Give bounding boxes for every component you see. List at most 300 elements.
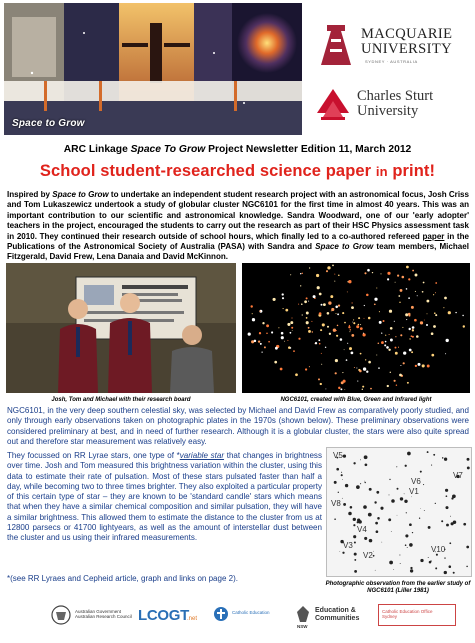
plate-star xyxy=(435,503,436,504)
plate-star xyxy=(420,559,423,562)
csu-line1: Charles Sturt xyxy=(357,88,434,104)
plate-star xyxy=(360,459,361,460)
cluster-star xyxy=(340,338,343,341)
plate-star xyxy=(391,531,392,532)
plate-star xyxy=(466,566,468,568)
cluster-star xyxy=(384,344,386,346)
cluster-star xyxy=(351,352,354,355)
cluster-star xyxy=(374,298,377,301)
intro-italic-1: Space to Grow xyxy=(52,190,109,199)
cluster-star xyxy=(381,341,384,344)
cluster-star xyxy=(362,333,365,336)
plate-star xyxy=(353,524,355,526)
cluster-star xyxy=(308,301,309,302)
cluster-star xyxy=(295,373,298,376)
plate-star xyxy=(336,468,339,471)
ceo-line1: Catholic Education Office xyxy=(382,609,433,614)
cluster-star xyxy=(381,332,382,333)
cluster-star xyxy=(300,273,301,274)
header xyxy=(4,3,471,135)
macquarie-subtext: SYDNEY · AUSTRALIA xyxy=(365,59,418,64)
nsw-education-logo xyxy=(294,602,370,630)
cluster-star xyxy=(266,324,269,327)
cluster-star xyxy=(334,281,335,282)
plate-star xyxy=(353,462,355,464)
cluster-star xyxy=(357,381,358,382)
cluster-star xyxy=(274,361,277,364)
cluster-star xyxy=(435,282,437,284)
plate-star xyxy=(427,451,429,453)
headline-tail: print! xyxy=(387,162,436,180)
plate-star xyxy=(377,517,380,520)
cluster-star xyxy=(329,333,331,335)
cluster-star xyxy=(356,325,359,328)
cluster-star xyxy=(338,275,340,277)
cluster-star xyxy=(337,313,339,315)
cross-icon xyxy=(213,606,229,622)
plate-star xyxy=(376,530,379,533)
intro-italic-2: Space to Grow xyxy=(315,242,374,252)
cluster-star xyxy=(376,355,377,356)
cluster-star xyxy=(290,332,292,334)
rr-lyrae-paragraph xyxy=(7,451,322,544)
cluster-star xyxy=(313,295,316,298)
plate-star xyxy=(374,501,376,503)
footnote: *(see RR Lyraes and Cepheid article, graph and links on page 2). xyxy=(7,574,238,583)
cluster-star xyxy=(261,351,262,352)
plate-star xyxy=(389,561,393,565)
cluster-star xyxy=(306,317,308,319)
cluster-star xyxy=(336,335,338,337)
cluster-star xyxy=(335,313,336,314)
nsw-line2: Communities xyxy=(315,615,360,622)
cluster-star xyxy=(382,320,384,322)
intro-text-3: in the Publications of the Astronomical Society of Australia (PASA) with Sandra and xyxy=(7,231,469,252)
plate-star xyxy=(400,563,401,564)
para3-text-1: They focussed on RR Lyrae stars, one type of * xyxy=(7,451,180,460)
students-photo-illustration xyxy=(6,263,236,393)
cluster-star xyxy=(300,285,301,286)
plate-star xyxy=(368,513,372,517)
cluster-star xyxy=(319,312,322,315)
cluster-star xyxy=(352,302,353,303)
cluster-star xyxy=(348,280,351,283)
cluster-star xyxy=(395,282,396,283)
cluster-star xyxy=(335,306,338,309)
cluster-star xyxy=(262,322,264,324)
plate-star xyxy=(345,484,348,487)
plate-star xyxy=(467,466,470,469)
cluster-star xyxy=(417,295,418,296)
cluster-star xyxy=(311,321,312,322)
cluster-star xyxy=(420,321,423,324)
plate-star xyxy=(350,506,353,509)
cluster-star xyxy=(417,363,420,366)
lcogt-text: LCOGT xyxy=(138,607,189,624)
cluster-star xyxy=(318,339,320,341)
plate-star xyxy=(369,488,372,491)
plate-star xyxy=(364,481,365,482)
macquarie-logo-text xyxy=(361,27,452,57)
cluster-star xyxy=(378,343,380,345)
cluster-star xyxy=(386,346,389,349)
cluster-star xyxy=(367,269,370,272)
coat-of-arms-icon xyxy=(50,604,72,626)
cluster-star xyxy=(411,351,413,353)
cluster-star xyxy=(317,286,320,289)
cluster-star xyxy=(434,312,436,314)
cluster-star xyxy=(322,323,325,326)
plate-star xyxy=(389,494,390,495)
cluster-star xyxy=(364,272,366,274)
cluster-star xyxy=(349,347,352,350)
waratah-icon xyxy=(294,604,312,624)
cluster-star xyxy=(394,380,396,382)
plate-star xyxy=(348,512,352,516)
csu-line2: University xyxy=(357,103,419,119)
cluster-star xyxy=(292,330,293,331)
plate-star xyxy=(404,493,405,494)
plate-star xyxy=(341,472,342,473)
cluster-star xyxy=(362,386,364,388)
cluster-star xyxy=(406,288,408,290)
variable-star-link[interactable]: variable star xyxy=(179,451,225,460)
cluster-star xyxy=(335,372,337,374)
ngc6101-paragraph: NGC6101, in the very deep southern celestial sky, was selected by Michael and David Frew as comparatively poorly studied, and only through early observations taken on photographic plates in the 1970s (shown below). These preliminary observations were considered preliminary at best, and in need of further research. Although it is a globular cluster, the stars were also quite spread out and therefore star measurement was relatively easy. xyxy=(7,406,469,447)
plate-star xyxy=(431,465,432,466)
intro-paragraph xyxy=(7,190,469,263)
cluster-star xyxy=(291,327,293,329)
cluster-star xyxy=(342,312,344,314)
cluster-star xyxy=(462,315,463,316)
catholic-education-logo xyxy=(213,602,275,630)
cluster-star xyxy=(415,365,417,367)
cluster-star xyxy=(333,329,336,332)
photographic-plate-chart xyxy=(326,447,472,577)
cluster-star xyxy=(395,352,398,355)
plate-star xyxy=(405,544,407,546)
cluster-star xyxy=(423,282,425,284)
plate-star xyxy=(405,534,408,537)
plate-star xyxy=(466,546,469,549)
plate-star xyxy=(343,454,346,457)
plate-star xyxy=(446,524,449,527)
plate-star xyxy=(407,452,411,456)
paper-link[interactable]: paper xyxy=(422,231,445,241)
chart-label-v3: V3 xyxy=(343,541,353,550)
cluster-star xyxy=(397,275,399,277)
cluster-star xyxy=(360,353,362,355)
cluster-star xyxy=(282,293,284,295)
cluster-star xyxy=(248,333,251,336)
cluster-star xyxy=(409,328,411,330)
macquarie-lighthouse-icon xyxy=(311,21,361,71)
cluster-star xyxy=(252,318,255,321)
cluster-star xyxy=(319,293,322,296)
cluster-star xyxy=(435,292,436,293)
cluster-star xyxy=(426,300,429,303)
intro-text-1: Inspired by xyxy=(7,190,53,199)
cluster-star xyxy=(273,298,276,301)
cluster-star xyxy=(332,265,334,267)
ngc6101-cluster-photo xyxy=(242,263,470,393)
plate-star xyxy=(411,496,412,497)
cluster-star xyxy=(427,365,430,368)
plate-star xyxy=(404,500,407,503)
cluster-star xyxy=(408,297,410,299)
catholic-education-office-logo xyxy=(378,602,458,630)
cluster-star xyxy=(358,317,360,319)
cluster-star xyxy=(351,334,354,337)
plate-star xyxy=(396,466,397,467)
cluster-star xyxy=(426,324,428,326)
cluster-star xyxy=(390,327,393,330)
chart-label-v7: V7 xyxy=(453,471,463,480)
plate-star xyxy=(445,506,448,509)
plate-star xyxy=(388,518,391,521)
cluster-star xyxy=(341,381,344,384)
cluster-star xyxy=(366,294,369,297)
plate-star xyxy=(433,454,435,456)
plate-star xyxy=(341,474,343,476)
plate-star xyxy=(339,551,340,552)
cluster-star xyxy=(360,324,361,325)
cluster-star xyxy=(293,350,295,352)
lcogt-suffix: .net xyxy=(187,616,198,622)
plate-star xyxy=(424,510,425,511)
cluster-star xyxy=(360,327,363,330)
lcogt-logo xyxy=(138,602,206,630)
cluster-star xyxy=(364,305,365,306)
cluster-star xyxy=(330,295,333,298)
cluster-star xyxy=(389,334,390,335)
plate-star xyxy=(376,491,379,494)
cluster-star xyxy=(385,335,386,336)
cluster-star xyxy=(327,266,330,269)
cluster-star xyxy=(415,274,418,277)
cluster-star xyxy=(305,368,307,370)
chart-label-v10: V10 xyxy=(431,545,446,554)
cluster-star xyxy=(347,291,348,292)
cluster-photo-caption: NGC6101, created with Blue, Green and Infrared light xyxy=(280,397,432,403)
cluster-star xyxy=(374,303,376,305)
chart-label-v2: V2 xyxy=(363,551,373,560)
cluster-star xyxy=(433,325,436,328)
plate-star xyxy=(444,458,447,461)
cluster-star xyxy=(337,325,339,327)
cluster-star xyxy=(433,294,434,295)
footer-sponsor-logos xyxy=(0,596,475,643)
cluster-star xyxy=(387,272,390,275)
plate-star xyxy=(420,508,421,509)
plate-star xyxy=(405,465,407,467)
cluster-star xyxy=(334,274,335,275)
cluster-star xyxy=(403,362,405,364)
cluster-star xyxy=(344,349,345,350)
plate-star xyxy=(435,567,437,569)
plate-star xyxy=(353,518,356,521)
cluster-star xyxy=(379,311,380,312)
cluster-star xyxy=(321,353,322,354)
plate-star xyxy=(375,570,376,571)
cluster-star xyxy=(427,313,428,314)
gov-line1: Australian Government xyxy=(75,609,122,614)
cluster-star xyxy=(387,278,389,280)
chart-label-v5: V5 xyxy=(333,451,343,460)
cluster-star xyxy=(331,310,332,311)
cluster-star xyxy=(347,343,348,344)
cluster-star xyxy=(455,312,456,313)
cluster-star xyxy=(366,371,368,373)
plate-star xyxy=(453,572,455,574)
cluster-star xyxy=(304,300,307,303)
cluster-star xyxy=(368,317,371,320)
cluster-star xyxy=(380,273,381,274)
cluster-star xyxy=(328,301,331,304)
cluster-star xyxy=(398,347,399,348)
plate-star xyxy=(393,569,394,570)
cluster-star xyxy=(408,278,410,280)
newsletter-edition-line xyxy=(0,144,475,155)
banner-collage xyxy=(4,3,302,135)
cluster-star xyxy=(422,364,425,367)
plate-star xyxy=(334,518,336,520)
photographic-plate-stars xyxy=(327,448,472,577)
cluster-star xyxy=(309,267,310,268)
plate-star xyxy=(354,559,356,561)
headline-main: School student-researched science paper xyxy=(39,162,376,180)
plate-star xyxy=(342,552,344,554)
cluster-star xyxy=(431,332,434,335)
cluster-star xyxy=(340,388,342,390)
plate-star xyxy=(375,522,378,525)
csu-logo-icon xyxy=(313,83,353,123)
plate-star xyxy=(419,518,420,519)
cluster-star xyxy=(335,359,338,362)
cluster-star xyxy=(281,332,284,335)
cluster-star xyxy=(287,323,290,326)
cluster-star xyxy=(444,297,447,300)
cluster-star xyxy=(356,368,357,369)
cluster-star xyxy=(463,325,465,327)
cluster-star xyxy=(406,319,407,320)
cluster-star xyxy=(395,347,397,349)
cluster-star xyxy=(414,319,417,322)
cluster-star xyxy=(323,303,326,306)
cluster-star xyxy=(342,372,343,373)
cluster-star xyxy=(287,340,288,341)
chart-label-v6: V6 xyxy=(411,477,421,486)
cluster-star xyxy=(365,359,366,360)
cluster-star xyxy=(306,297,308,299)
ngc6101-starfield xyxy=(242,263,470,393)
cluster-star xyxy=(387,385,389,387)
cluster-star xyxy=(344,389,345,390)
plate-star xyxy=(364,455,368,459)
plate-star xyxy=(450,516,451,517)
cluster-star xyxy=(385,341,387,343)
plate-star xyxy=(445,489,448,492)
chart-label-v1: V1 xyxy=(409,487,419,496)
plate-star xyxy=(442,457,444,459)
cluster-star xyxy=(415,291,416,292)
australian-government-logo xyxy=(50,602,130,630)
cluster-star xyxy=(398,295,400,297)
cluster-star xyxy=(412,270,414,272)
cluster-star xyxy=(301,303,303,305)
cluster-star xyxy=(400,365,401,366)
cluster-star xyxy=(325,388,326,389)
plate-star xyxy=(354,570,357,573)
cluster-star xyxy=(344,322,346,324)
cluster-star xyxy=(338,387,340,389)
cluster-star xyxy=(407,382,409,384)
chart-label-v8: V8 xyxy=(331,499,341,508)
plate-star xyxy=(334,481,337,484)
page-headline xyxy=(0,162,475,181)
plate-star xyxy=(407,547,408,548)
cluster-star xyxy=(326,270,328,272)
plate-star xyxy=(452,494,456,498)
cluster-star xyxy=(316,274,319,277)
cluster-star xyxy=(408,313,411,316)
plate-star xyxy=(397,488,399,490)
cluster-star xyxy=(400,289,403,292)
cluster-star xyxy=(362,389,363,390)
cluster-star xyxy=(268,341,270,343)
plate-star xyxy=(342,479,343,480)
cluster-star xyxy=(364,318,365,319)
plate-star xyxy=(399,555,400,556)
cluster-star xyxy=(320,329,322,331)
cluster-star xyxy=(368,361,371,364)
plate-star xyxy=(338,492,339,493)
cluster-star xyxy=(353,322,355,324)
subtitle-pre: ARC Linkage xyxy=(63,144,131,155)
plate-star xyxy=(420,471,422,473)
cluster-star xyxy=(358,324,360,326)
cluster-star xyxy=(402,327,403,328)
cluster-star xyxy=(252,313,253,314)
cluster-star xyxy=(348,326,350,328)
cluster-star xyxy=(445,353,446,354)
cluster-star xyxy=(405,313,408,316)
cluster-star xyxy=(318,378,320,380)
cluster-star xyxy=(338,304,340,306)
cluster-star xyxy=(349,325,350,326)
cluster-star xyxy=(363,333,364,334)
cluster-star xyxy=(395,336,396,337)
cluster-star xyxy=(370,388,372,390)
cluster-star xyxy=(259,332,261,334)
plate-star xyxy=(360,483,361,484)
subtitle-project: Space To Grow xyxy=(130,144,206,155)
plate-star xyxy=(441,520,443,522)
plate-star xyxy=(354,553,357,556)
plate-star xyxy=(409,523,412,526)
plate-star xyxy=(369,539,373,543)
cluster-star xyxy=(378,367,380,369)
cluster-star xyxy=(308,327,310,329)
cluster-star xyxy=(390,339,393,342)
cluster-star xyxy=(379,321,382,324)
plate-star xyxy=(446,495,448,497)
cluster-star xyxy=(298,304,299,305)
cluster-star xyxy=(400,334,402,336)
cluster-star xyxy=(264,346,266,348)
cluster-star xyxy=(389,310,392,313)
cluster-star xyxy=(446,339,449,342)
